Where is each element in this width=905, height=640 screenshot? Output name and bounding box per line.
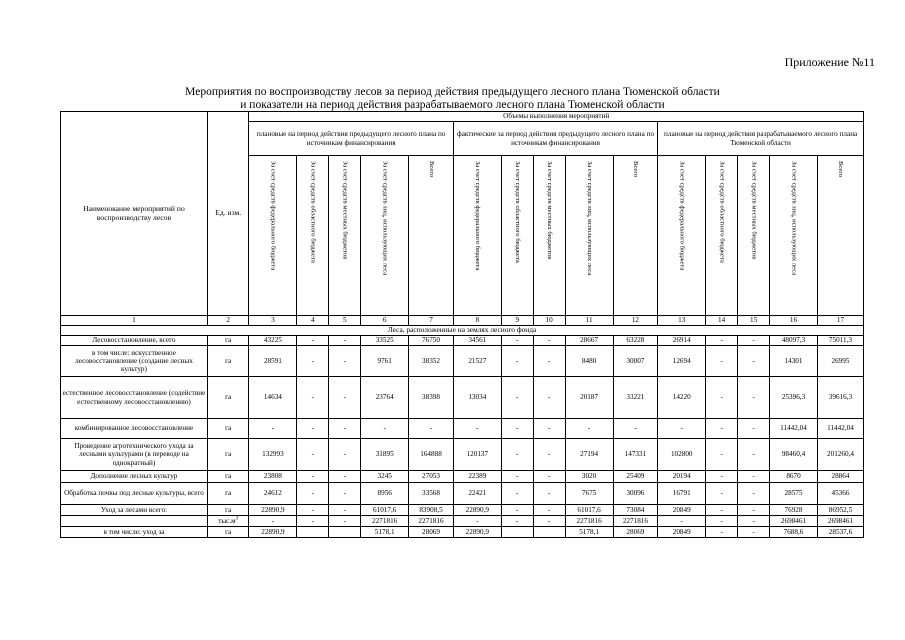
header-new-regional — [706, 156, 738, 316]
row-value: 3020 — [565, 471, 613, 483]
table-row — [61, 483, 864, 505]
column-number: 3 — [249, 316, 297, 326]
title-line-2: и показатели на период действия разрабатываемого лесного плана Тюменской области — [240, 99, 665, 111]
table-body — [61, 336, 864, 538]
row-value: - — [533, 505, 565, 516]
header-source-label: За счет средств федерального бюджета — [678, 161, 686, 271]
row-value: - — [297, 471, 329, 483]
row-value: 28864 — [817, 471, 863, 483]
header-new-total — [817, 156, 863, 316]
header-source-label: За счет средств местных бюджетов — [545, 161, 553, 260]
row-unit — [207, 336, 249, 346]
row-value: - — [329, 419, 361, 439]
row-value: - — [409, 419, 454, 439]
row-value: - — [738, 336, 770, 346]
row-value: - — [329, 505, 361, 516]
row-value: 73084 — [613, 505, 658, 516]
header-source-label: Всего — [837, 161, 845, 178]
header-source-label: За счет средств лиц, использующих леса — [790, 161, 798, 276]
table-row — [61, 346, 864, 377]
row-value: - — [738, 419, 770, 439]
row-value: 14301 — [770, 346, 818, 377]
row-value: - — [297, 377, 329, 419]
column-number: 1 — [61, 316, 208, 326]
row-value: 38398 — [409, 377, 454, 419]
row-value: 8480 — [565, 346, 613, 377]
header-new-federal — [658, 156, 706, 316]
row-value: 22389 — [453, 471, 501, 483]
row-value: - — [361, 419, 409, 439]
column-number: 5 — [329, 316, 361, 326]
row-unit — [207, 483, 249, 505]
row-value: - — [297, 483, 329, 505]
header-actual-federal — [453, 156, 501, 316]
row-value: - — [297, 439, 329, 471]
header-source-label: За счет средств федерального бюджета — [474, 161, 482, 271]
row-unit-text: га — [225, 450, 232, 459]
row-value: 12694 — [658, 346, 706, 377]
row-value: 33568 — [409, 483, 454, 505]
row-value: - — [533, 377, 565, 419]
row-value: 33525 — [361, 336, 409, 346]
header-source-label: За счет средств областного бюджета — [718, 161, 726, 264]
row-unit — [207, 419, 249, 439]
title-line-1: Мероприятия по воспроизводству лесов за период действия предыдущего лесного плана Тюменской области — [185, 86, 720, 98]
column-number: 9 — [501, 316, 533, 326]
row-value: - — [329, 471, 361, 483]
row-value: 2271816 — [613, 516, 658, 527]
row-value: 8956 — [361, 483, 409, 505]
row-value: 11442,04 — [817, 419, 863, 439]
row-value: 21527 — [453, 346, 501, 377]
row-value: 28575 — [770, 483, 818, 505]
row-value: - — [738, 527, 770, 538]
row-value: - — [613, 419, 658, 439]
row-name: в том числе: искусственное лесовосстановление (создание лесных культур) — [61, 346, 208, 377]
header-actual-regional — [501, 156, 533, 316]
column-number: 10 — [533, 316, 565, 326]
row-name: Обработка почвы под лесные культуры, всего — [61, 483, 208, 505]
row-value: - — [738, 346, 770, 377]
row-value: 20849 — [658, 505, 706, 516]
row-name: Лесовосстановление, всего — [61, 336, 208, 346]
header-group-actual: фактические за период действия предыдущего лесного плана по источникам финансирования — [453, 122, 657, 156]
header-source-label: Всего — [427, 161, 435, 178]
row-value: 28667 — [565, 336, 613, 346]
row-value: - — [329, 346, 361, 377]
row-value: 43225 — [249, 336, 297, 346]
row-value: 28069 — [613, 527, 658, 538]
header-actual-total — [613, 156, 658, 316]
row-value: 38352 — [409, 346, 454, 377]
row-value: 22890,9 — [249, 505, 297, 516]
row-value: 2698461 — [817, 516, 863, 527]
row-value: 27053 — [409, 471, 454, 483]
row-value: 25409 — [613, 471, 658, 483]
row-value: 22890,9 — [453, 505, 501, 516]
table-row — [61, 439, 864, 471]
row-value: 22890,9 — [453, 527, 501, 538]
row-value: - — [565, 419, 613, 439]
row-value: - — [501, 346, 533, 377]
row-name — [61, 516, 208, 527]
row-value: - — [706, 527, 738, 538]
row-value: - — [329, 377, 361, 419]
row-value: 2271816 — [361, 516, 409, 527]
row-value: - — [501, 377, 533, 419]
row-value: 8670 — [770, 471, 818, 483]
row-unit-text: га — [225, 393, 232, 402]
row-unit-superscript: 3 — [235, 516, 239, 522]
row-value: 76928 — [770, 505, 818, 516]
row-value: 34561 — [453, 336, 501, 346]
row-unit — [207, 516, 249, 527]
row-value: 23764 — [361, 377, 409, 419]
header-actual-users — [565, 156, 613, 316]
row-unit-text: га — [225, 424, 232, 433]
row-value: 102800 — [658, 439, 706, 471]
row-value: 23808 — [249, 471, 297, 483]
table-row — [61, 527, 864, 538]
row-value: - — [738, 505, 770, 516]
appendix-label: Приложение №11 — [784, 55, 875, 69]
header-source-label: За счет средств областного бюджета — [513, 161, 521, 264]
row-value: 201260,4 — [817, 439, 863, 471]
row-value: 48097,3 — [770, 336, 818, 346]
row-value: 83908,5 — [409, 505, 454, 516]
section-title: Леса, расположенные на землях лесного фонда — [61, 326, 864, 336]
row-value: - — [706, 336, 738, 346]
row-value: 9761 — [361, 346, 409, 377]
row-value: 16791 — [658, 483, 706, 505]
header-volumes: Объемы выполнения мероприятий — [249, 112, 864, 122]
table-row — [61, 336, 864, 346]
row-value: - — [249, 419, 297, 439]
row-value: 61017,6 — [565, 505, 613, 516]
row-value: 3245 — [361, 471, 409, 483]
row-value: 45366 — [817, 483, 863, 505]
header-name: Наименование мероприятий по воспроизводству лесов — [61, 112, 208, 316]
row-unit — [207, 527, 249, 538]
row-unit — [207, 439, 249, 471]
table-row — [61, 419, 864, 439]
row-value: 26995 — [817, 346, 863, 377]
row-value: 20187 — [565, 377, 613, 419]
row-value — [297, 527, 329, 538]
row-value: - — [329, 336, 361, 346]
header-unit: Ед. изм. — [207, 112, 249, 316]
row-value: - — [501, 419, 533, 439]
row-value: 22421 — [453, 483, 501, 505]
header-source-label: За счет средств местных бюджетов — [341, 161, 349, 260]
row-value: 26914 — [658, 336, 706, 346]
row-value: - — [533, 346, 565, 377]
row-unit — [207, 505, 249, 516]
header-source-label: За счет средств федерального бюджета — [269, 161, 277, 271]
row-value — [501, 527, 533, 538]
row-value: 98460,4 — [770, 439, 818, 471]
row-value: 5178,1 — [565, 527, 613, 538]
row-value: - — [453, 419, 501, 439]
row-value: - — [329, 516, 361, 527]
column-number: 14 — [706, 316, 738, 326]
row-value: - — [297, 346, 329, 377]
column-number: 17 — [817, 316, 863, 326]
row-value: - — [297, 516, 329, 527]
row-value: 86952,5 — [817, 505, 863, 516]
table-row — [61, 505, 864, 516]
row-value: - — [706, 439, 738, 471]
column-number: 16 — [770, 316, 818, 326]
row-unit — [207, 471, 249, 483]
row-value: 28537,6 — [817, 527, 863, 538]
row-value: 20194 — [658, 471, 706, 483]
row-value: 24612 — [249, 483, 297, 505]
row-value: - — [329, 483, 361, 505]
column-number: 15 — [738, 316, 770, 326]
row-value: 33221 — [613, 377, 658, 419]
row-name: Дополнение лесных культур — [61, 471, 208, 483]
row-unit — [207, 346, 249, 377]
row-unit-text: га — [225, 472, 232, 481]
row-value: 63228 — [613, 336, 658, 346]
row-unit — [207, 377, 249, 419]
row-value: 61017,6 — [361, 505, 409, 516]
row-value: - — [533, 483, 565, 505]
row-value: 20849 — [658, 527, 706, 538]
row-value: - — [297, 505, 329, 516]
row-value: 2271816 — [565, 516, 613, 527]
row-value: 14634 — [249, 377, 297, 419]
row-value: - — [738, 483, 770, 505]
row-value: - — [329, 439, 361, 471]
column-number: 4 — [297, 316, 329, 326]
row-value: - — [706, 471, 738, 483]
row-value: 22890,9 — [249, 527, 297, 538]
row-value: 31895 — [361, 439, 409, 471]
row-value: - — [501, 336, 533, 346]
row-value: 76750 — [409, 336, 454, 346]
table-row — [61, 516, 864, 527]
row-unit-text: га — [225, 356, 232, 365]
row-value: - — [706, 419, 738, 439]
row-value: 2698461 — [770, 516, 818, 527]
row-value: - — [706, 346, 738, 377]
header-new-users — [770, 156, 818, 316]
header-group-planned: плановые на период действия предыдущего лесного плана по источникам финансирования — [249, 122, 453, 156]
row-value: 5178,1 — [361, 527, 409, 538]
row-value: 7675 — [565, 483, 613, 505]
measures-table — [60, 111, 864, 538]
row-value: - — [738, 439, 770, 471]
column-number: 11 — [565, 316, 613, 326]
row-value: 164888 — [409, 439, 454, 471]
row-value: - — [738, 516, 770, 527]
row-value: - — [533, 516, 565, 527]
row-name: в том числе: уход за — [61, 527, 208, 538]
row-value: - — [706, 516, 738, 527]
row-value: 28591 — [249, 346, 297, 377]
row-value: - — [533, 471, 565, 483]
header-source-label: За счет средств областного бюджета — [309, 161, 317, 264]
row-value: - — [501, 483, 533, 505]
row-name: естественное лесовосстановление (содействие естественному лесовосстановлению) — [61, 377, 208, 419]
header-column-numbers — [61, 316, 864, 326]
row-value: 28069 — [409, 527, 454, 538]
row-value: 7688,6 — [770, 527, 818, 538]
row-value: - — [501, 471, 533, 483]
column-number: 8 — [453, 316, 501, 326]
row-value: - — [658, 419, 706, 439]
row-unit-text: га — [225, 527, 232, 536]
header-planned-federal — [249, 156, 297, 316]
row-value: - — [501, 505, 533, 516]
row-value — [533, 527, 565, 538]
table-row — [61, 377, 864, 419]
row-value: - — [706, 505, 738, 516]
row-name: Уход за лесами всего: — [61, 505, 208, 516]
row-value: 120137 — [453, 439, 501, 471]
header-source-label: За счет средств местных бюджетов — [750, 161, 758, 260]
row-value: 27194 — [565, 439, 613, 471]
header-source-label: За счет средств лиц, использующих леса — [381, 161, 389, 276]
header-planned-total — [409, 156, 454, 316]
row-value: 11442,04 — [770, 419, 818, 439]
row-value: 2271816 — [409, 516, 454, 527]
column-number: 6 — [361, 316, 409, 326]
header-planned-regional — [297, 156, 329, 316]
row-value: - — [533, 419, 565, 439]
row-value: 13034 — [453, 377, 501, 419]
row-unit-text: га — [225, 336, 232, 345]
header-source-label: Всего — [632, 161, 640, 178]
header-source-label: За счет средств лиц, использующих леса — [585, 161, 593, 276]
row-value: - — [658, 516, 706, 527]
row-value: - — [249, 516, 297, 527]
row-value: 39616,3 — [817, 377, 863, 419]
row-value: 75011,3 — [817, 336, 863, 346]
table-row — [61, 471, 864, 483]
row-value: - — [738, 377, 770, 419]
row-value: 147331 — [613, 439, 658, 471]
row-unit-text: га — [225, 505, 232, 514]
row-value: 30096 — [613, 483, 658, 505]
row-value: - — [706, 483, 738, 505]
row-value — [329, 527, 361, 538]
row-value: - — [453, 516, 501, 527]
row-value: - — [297, 419, 329, 439]
row-name: комбинированное лесовосстановление — [61, 419, 208, 439]
row-value: - — [533, 336, 565, 346]
row-value: - — [501, 439, 533, 471]
row-value: 14220 — [658, 377, 706, 419]
row-value: - — [738, 471, 770, 483]
row-unit-text: тыс.м — [218, 516, 236, 525]
row-value: - — [706, 377, 738, 419]
column-number: 7 — [409, 316, 454, 326]
row-unit-text: га — [225, 489, 232, 498]
row-value: - — [297, 336, 329, 346]
row-name: Проведение агротехнического ухода за лесными культурами (в переводе на однократный) — [61, 439, 208, 471]
header-actual-local — [533, 156, 565, 316]
header-new-local — [738, 156, 770, 316]
header-planned-users — [361, 156, 409, 316]
column-number: 13 — [658, 316, 706, 326]
row-value: - — [533, 439, 565, 471]
row-value: 25396,3 — [770, 377, 818, 419]
header-planned-local — [329, 156, 361, 316]
row-value: 132993 — [249, 439, 297, 471]
header-group-new: плановые на период действия разрабатываемого лесного плана Тюменской области — [658, 122, 864, 156]
column-number: 12 — [613, 316, 658, 326]
row-value: 30007 — [613, 346, 658, 377]
column-number: 2 — [207, 316, 249, 326]
row-value: - — [501, 516, 533, 527]
